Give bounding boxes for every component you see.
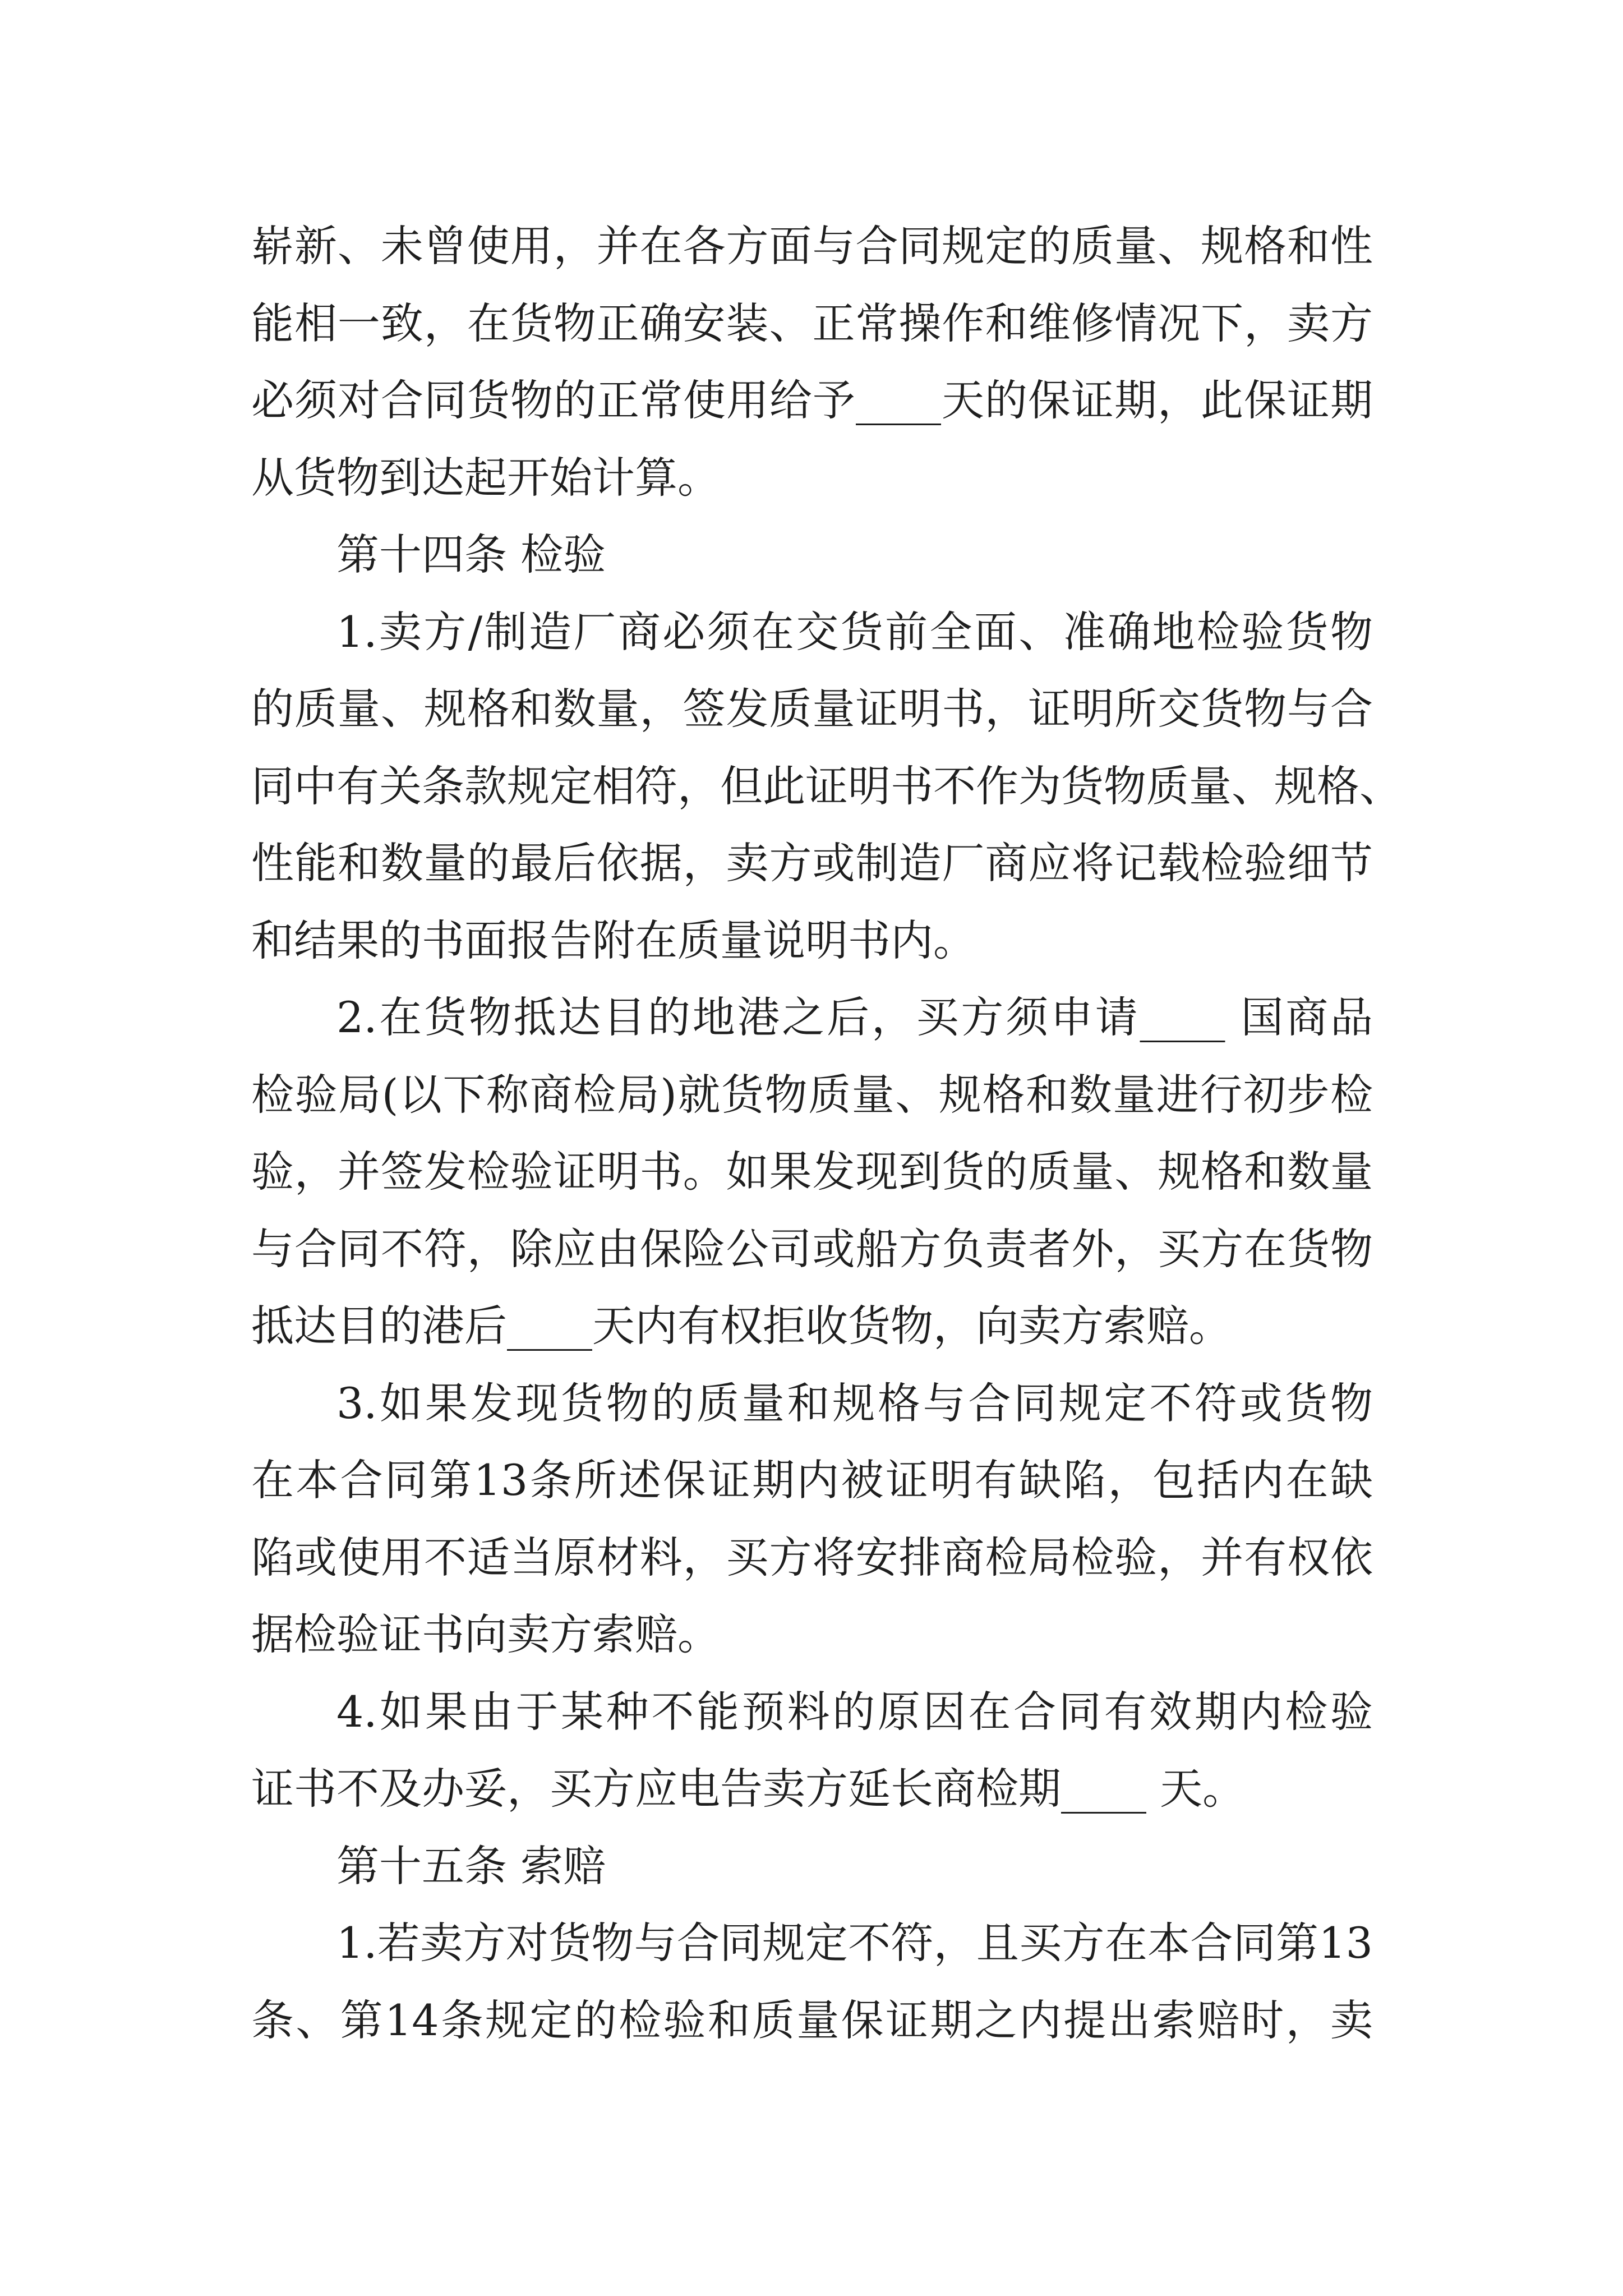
text-line: 1.卖方/制造厂商必须在交货前全面、准确地检验货物 <box>336 606 1373 657</box>
text-line: 条、第14条规定的检验和质量保证期之内提出索赔时，卖 <box>251 1995 1373 2045</box>
text-line: 据检验证书向卖方索赔。 <box>251 1609 720 1659</box>
text-line: 和结果的书面报告附在质量说明书内。 <box>251 915 976 965</box>
text-line: 同中有关条款规定相符，但此证明书不作为货物质量、规格、 <box>251 761 1402 811</box>
section-heading-article-15: 第十五条 索赔 <box>336 1841 606 1891</box>
text-line: 能相一致，在货物正确安装、正常操作和维修情况下，卖方 <box>251 298 1373 348</box>
text-line: 证书不及办妥，买方应电告卖方延长商检期____ 天。 <box>251 1764 1246 1814</box>
text-line: 性能和数量的最后依据，卖方或制造厂商应将记载检验细节 <box>251 838 1373 888</box>
text-line: 抵达目的港后____天内有权拒收货物，向卖方索赔。 <box>251 1301 1232 1351</box>
text-line: 从货物到达起开始计算。 <box>251 452 720 503</box>
text-line: 3.如果发现货物的质量和规格与合同规定不符或货物 <box>336 1378 1373 1428</box>
text-line: 1.若卖方对货物与合同规定不符，且买方在本合同第13 <box>336 1918 1373 1968</box>
text-line: 4.如果由于某种不能预料的原因在合同有效期内检验 <box>336 1686 1373 1737</box>
text-line: 检验局(以下称商检局)就货物质量、规格和数量进行初步检 <box>251 1069 1373 1120</box>
text-line: 崭新、未曾使用，并在各方面与合同规定的质量、规格和性 <box>251 221 1373 271</box>
text-line: 必须对合同货物的正常使用给予____天的保证期，此保证期 <box>251 375 1373 425</box>
text-line: 验，并签发检验证明书。如果发现到货的质量、规格和数量 <box>251 1147 1373 1197</box>
section-heading-article-14: 第十四条 检验 <box>336 530 606 579</box>
contract-text-body <box>251 208 1402 2059</box>
text-line: 在本合同第13条所述保证期内被证明有缺陷，包括内在缺 <box>251 1455 1373 1505</box>
text-line: 2.在货物抵达目的地港之后，买方须申请____ 国商品 <box>336 992 1373 1042</box>
text-line: 陷或使用不适当原材料，买方将安排商检局检验，并有权依 <box>251 1532 1373 1582</box>
text-line: 与合同不符，除应由保险公司或船方负责者外，买方在货物 <box>251 1223 1373 1274</box>
text-line: 的质量、规格和数量，签发质量证明书，证明所交货物与合 <box>251 684 1373 734</box>
